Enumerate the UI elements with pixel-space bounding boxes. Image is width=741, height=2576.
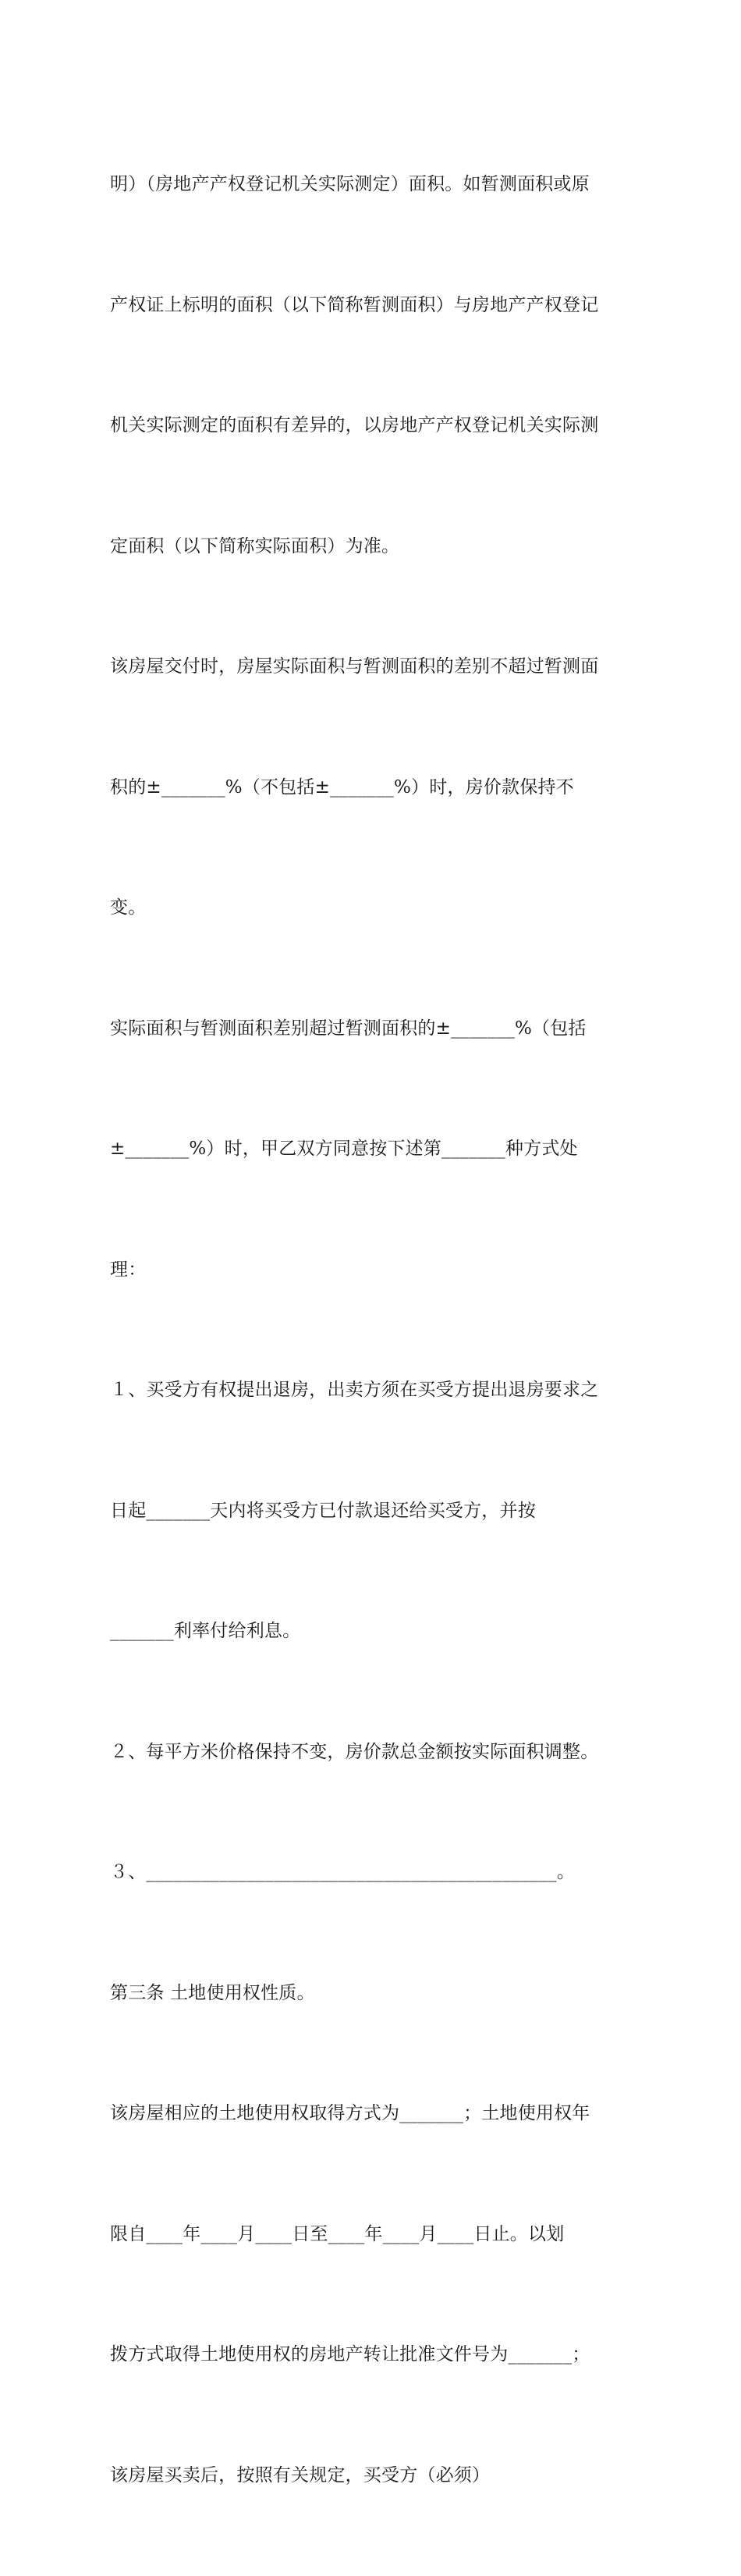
text-line: 积的±_______%（不包括±_______%）时，房价款保持不 xyxy=(110,776,574,798)
text-line: ３、_____________________________________________。 xyxy=(110,1862,576,1882)
section-heading: 第三条 土地使用权性质。 xyxy=(110,1982,315,2003)
text-line: 日起_______天内将买受方已付款退还给买受方，并按 xyxy=(110,1500,536,1521)
text-line: 该房屋相应的土地使用权取得方式为_______；土地使用权年 xyxy=(110,2103,590,2123)
text-line: 拨方式取得土地使用权的房地产转让批准文件号为_______； xyxy=(110,2344,590,2365)
text-line: 限自____年____月____日至____年____月____日止。以划 xyxy=(110,2223,565,2244)
text-line: 定面积（以下简称实际面积）为准。 xyxy=(110,535,400,556)
text-line: 实际面积与暂测面积差别超过暂测面积的±_______%（包括 xyxy=(110,1018,587,1039)
text-line: 产权证上标明的面积（以下简称暂测面积）与房地产产权登记 xyxy=(110,294,599,315)
text-line: 该房屋买卖后，按照有关规定，买受方（必须） xyxy=(110,2464,491,2485)
text-line: 该房屋交付时，房屋实际面积与暂测面积的差别不超过暂测面 xyxy=(110,656,599,677)
text-line: 理： xyxy=(110,1259,147,1280)
text-line: ２、每平方米价格保持不变，房价款总金额按实际面积调整。 xyxy=(110,1741,599,1762)
text-line: 变。 xyxy=(110,897,147,918)
text-line: _______利率付给利息。 xyxy=(110,1621,301,1641)
text-line: 明）（房地产产权登记机关实际测定）面积。如暂测面积或原 xyxy=(110,174,590,194)
text-line: 机关实际测定的面积有差异的，以房地产产权登记机关实际测 xyxy=(110,415,599,435)
contract-text xyxy=(110,84,640,2576)
text-line: ±_______%）时，甲乙双方同意按下述第_______种方式处 xyxy=(110,1139,578,1159)
text-line: １、买受方有权提出退房，出卖方须在买受方提出退房要求之 xyxy=(110,1380,599,1400)
